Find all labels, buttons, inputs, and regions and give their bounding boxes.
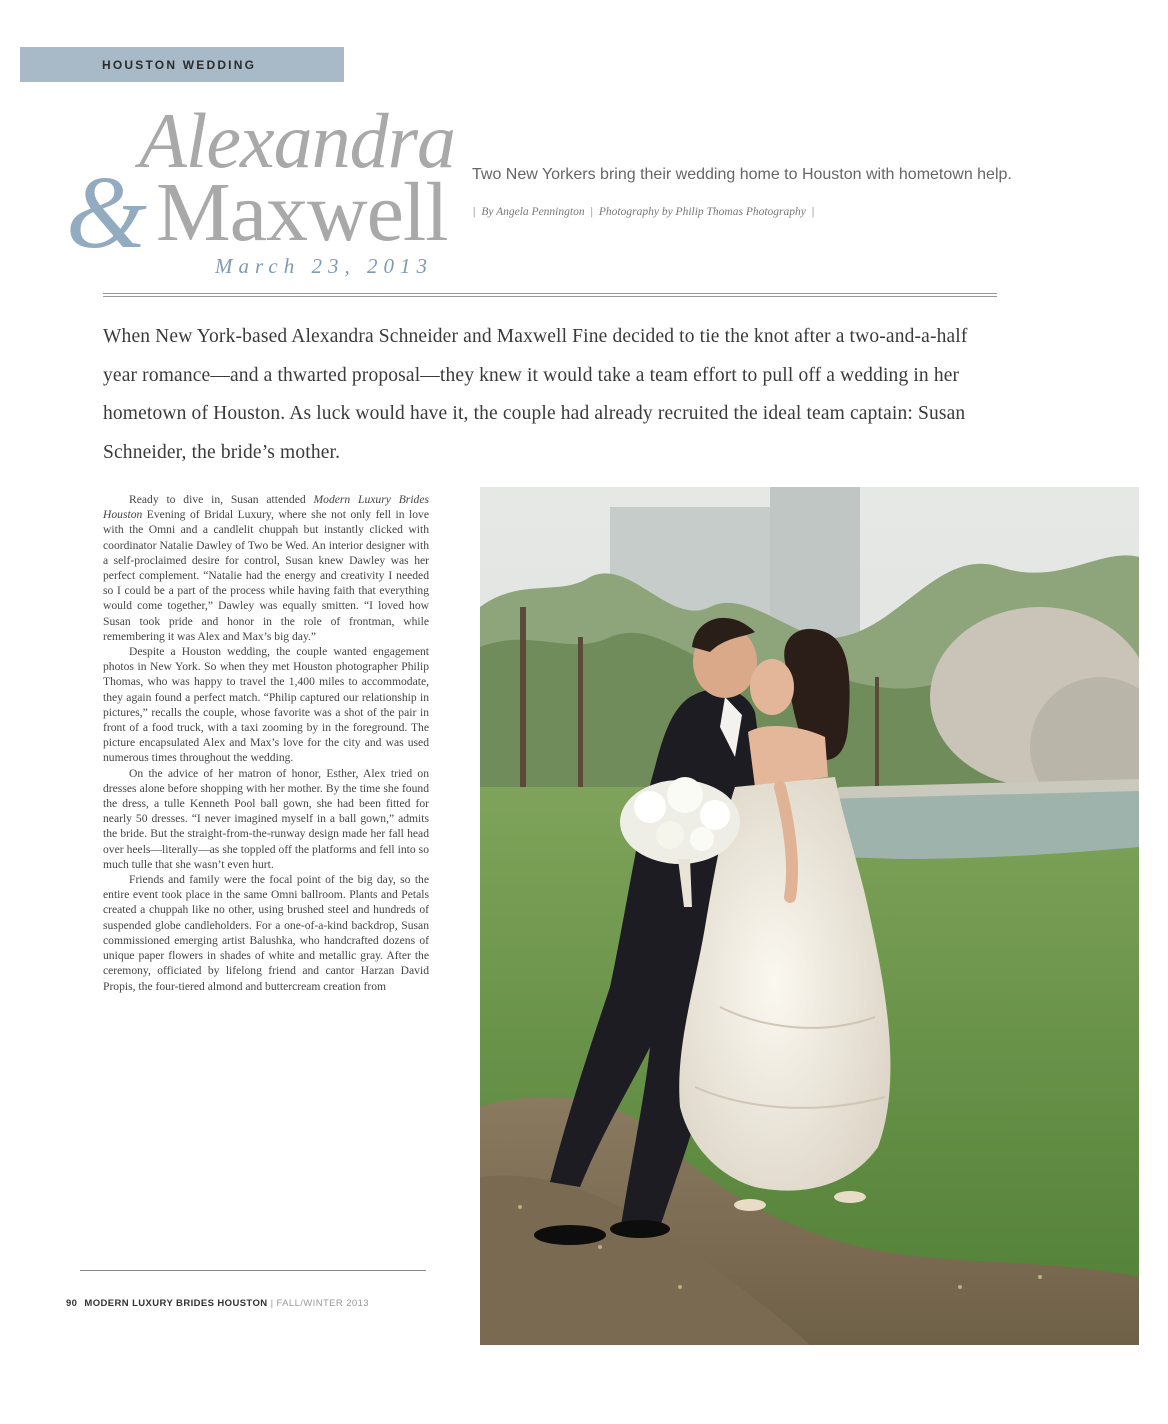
magazine-title: Modern Luxury Brides Houston bbox=[103, 493, 429, 522]
body-paragraph: Ready to dive in, Susan attended Modern Luxury Brides Houston Evening of Bridal Luxury, where she not only fell in love with the Omni and a candlelit chuppah but instantly clicked with coordinator Natalie Dawley of Two be Wed. An interior designer with a self-proclaimed desire for control, Susan knew Dawley was her perfect complement. “Natalie had the energy and creativity I needed so I could be a part of the process while having faith that everything would come together,” Dawley was equally smitten. “I loved how Susan took pride and honor in the role of frontman, while remembering it was Alex and Max’s big day.” bbox=[103, 493, 429, 643]
title-second-name: Maxwell bbox=[156, 166, 448, 259]
title-divider bbox=[103, 293, 997, 297]
body-paragraph: Friends and family were the focal point of the big day, so the entire event took place in the same Omni ballroom. Plants and Petals created a chuppah like no other, using brushed steel and hundreds of suspended globe candleholders. For a one-of-a-kind backdrop, Susan commissioned emerging artist Balushka, who handcrafted dozens of unique paper flowers in shades of white and metallic gray. After the ceremony, officiated by lifelong friend and cantor Harzan David Propis, the four-tiered almond and buttercream creation from bbox=[103, 873, 429, 993]
lead-paragraph: When New York-based Alexandra Schneider and Maxwell Fine decided to tie the knot after a two-and-a-half year romance—and a thwarted proposal—they knew it would take a team effort to pull off a wedding in her hometown of Houston. As luck would have it, the couple had already recruited the ideal team captain: Susan Schneider, the bride’s mother. bbox=[103, 326, 968, 463]
wedding-date: March 23, 2013 bbox=[215, 254, 433, 278]
credits-line bbox=[473, 206, 820, 218]
byline: By Angela Pennington bbox=[481, 206, 585, 218]
wedding-couple-photo bbox=[480, 487, 1139, 1345]
magazine-name: MODERN LUXURY BRIDES HOUSTON bbox=[84, 1298, 268, 1309]
body-paragraph: On the advice of her matron of honor, Esther, Alex tried on dresses alone before shopping with her mother. By the time she found the dress, a tulle Kenneth Pool ball gown, she had been fitted for nearly 50 dresses. “I never imagined myself in a ball gown,” admits the bride. But the straight-from-the-runway design made her fall head over heels—literally—as she toppled off the platforms and fell into so much tulle that she wasn’t even hurt. bbox=[103, 766, 429, 871]
credit-separator: | bbox=[590, 206, 593, 218]
section-tag bbox=[20, 47, 344, 82]
body-text-column bbox=[103, 492, 429, 1236]
issue-label: | FALL/WINTER 2013 bbox=[270, 1298, 369, 1309]
couple-kissing-in-park-image bbox=[480, 487, 1139, 1345]
credit-separator: | bbox=[811, 206, 815, 218]
credit-separator: | bbox=[473, 206, 476, 218]
body-paragraph: Despite a Houston wedding, the couple wanted engagement photos in New York. So when they met Houston photographer Philip Thomas, who was happy to travel the 1,400 miles to accommodate, they again found a perfect match. “Philip captured our relationship in pictures,” recalls the couple, whose favorite was a shot of the pair in front of a food truck, with a taxi zooming by in the foreground. The picture encapsulated Alex and Max’s love for the city and was used numerous times throughout the wedding. bbox=[103, 645, 429, 765]
deck-subtitle: Two New Yorkers bring their wedding home to Houston with hometown help. bbox=[472, 166, 1012, 183]
title-first-name: Alexandra bbox=[139, 97, 455, 184]
title-ampersand: & bbox=[66, 155, 147, 270]
page-number: 90 bbox=[66, 1298, 78, 1309]
page-footer bbox=[66, 1298, 369, 1309]
footer-rule bbox=[80, 1270, 426, 1271]
section-label: HOUSTON WEDDING bbox=[102, 58, 257, 72]
photo-credit: Photography by Philip Thomas Photography bbox=[598, 206, 806, 218]
